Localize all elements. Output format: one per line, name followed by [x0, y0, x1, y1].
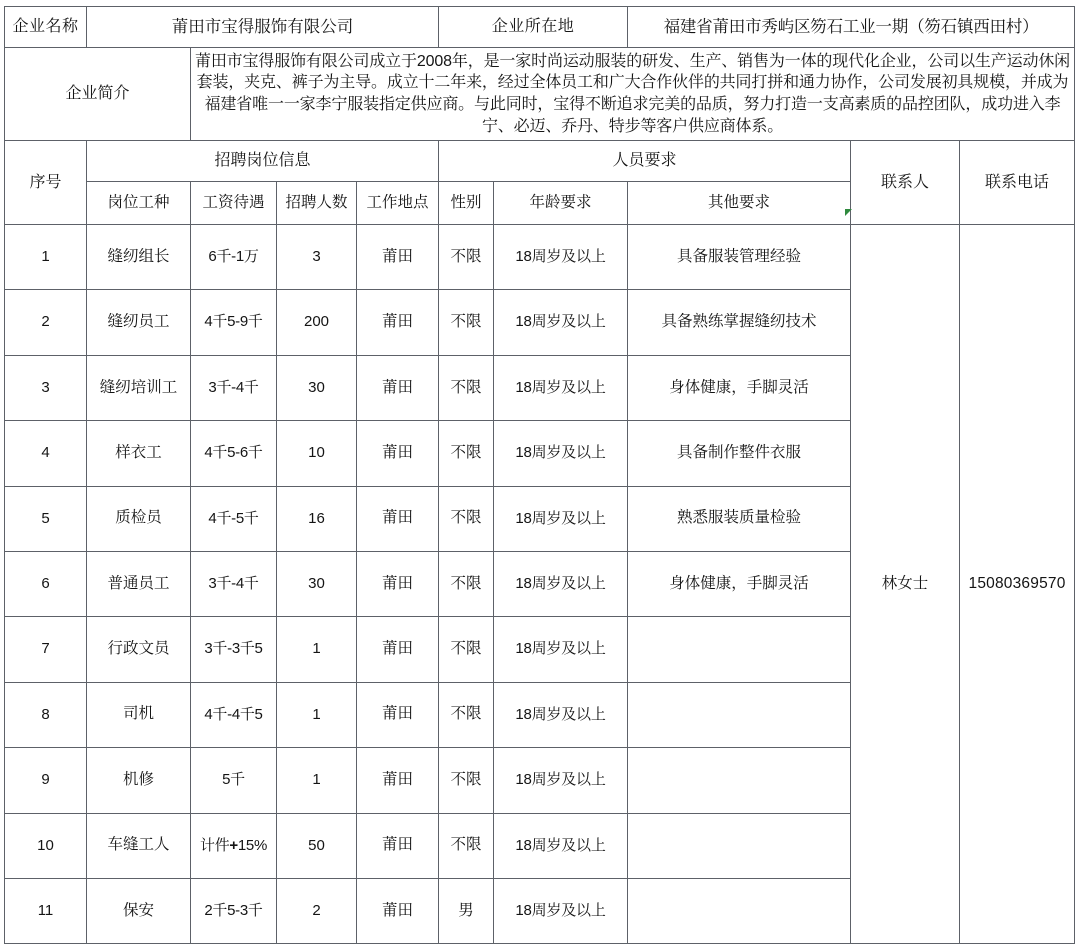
cell-work-place: 莆田 [357, 682, 439, 747]
cell-gender: 不限 [439, 290, 494, 355]
cell-other: 具备服装管理经验 [628, 225, 851, 290]
cell-headcount: 1 [277, 748, 357, 813]
cell-job-type: 样衣工 [87, 421, 191, 486]
cell-job-type: 质检员 [87, 486, 191, 551]
cell-other [628, 617, 851, 682]
cell-gender: 不限 [439, 617, 494, 682]
cell-work-place: 莆田 [357, 486, 439, 551]
cell-age: 18周岁及以上 [494, 486, 628, 551]
cell-work-place: 莆田 [357, 421, 439, 486]
cell-work-place: 莆田 [357, 748, 439, 813]
cell-salary: 3千-4千 [191, 355, 277, 420]
cell-seq: 4 [5, 421, 87, 486]
cell-job-type: 普通员工 [87, 551, 191, 616]
cell-age: 18周岁及以上 [494, 748, 628, 813]
cell-salary: 6千-1万 [191, 225, 277, 290]
cell-other: 具备制作整件衣服 [628, 421, 851, 486]
cell-gender: 不限 [439, 813, 494, 878]
cell-seq: 7 [5, 617, 87, 682]
cell-gender: 不限 [439, 748, 494, 813]
cell-headcount: 1 [277, 617, 357, 682]
col-header-gender: 性别 [439, 182, 494, 225]
col-group-header-job-info: 招聘岗位信息 [87, 141, 439, 182]
col-group-header-person-requirements: 人员要求 [439, 141, 851, 182]
cell-job-type: 司机 [87, 682, 191, 747]
cell-age: 18周岁及以上 [494, 682, 628, 747]
cell-work-place: 莆田 [357, 617, 439, 682]
cell-salary: 4千-5千 [191, 486, 277, 551]
company-location-label: 企业所在地 [439, 7, 628, 48]
cell-headcount: 3 [277, 225, 357, 290]
col-header-contact-person: 联系人 [851, 141, 960, 225]
cell-work-place: 莆田 [357, 878, 439, 943]
cell-other: 熟悉服装质量检验 [628, 486, 851, 551]
table-row [5, 225, 1075, 290]
cell-gender: 不限 [439, 682, 494, 747]
company-location-value: 福建省莆田市秀屿区笏石工业一期（笏石镇西田村） [628, 7, 1075, 48]
cell-seq: 1 [5, 225, 87, 290]
cell-gender: 不限 [439, 551, 494, 616]
cell-headcount: 1 [277, 682, 357, 747]
cell-salary: 4千-4千5 [191, 682, 277, 747]
cell-job-type: 缝纫培训工 [87, 355, 191, 420]
cell-age: 18周岁及以上 [494, 551, 628, 616]
cell-work-place: 莆田 [357, 551, 439, 616]
cell-seq: 3 [5, 355, 87, 420]
cell-seq: 8 [5, 682, 87, 747]
cell-gender: 男 [439, 878, 494, 943]
cell-work-place: 莆田 [357, 355, 439, 420]
cell-job-type: 缝纫员工 [87, 290, 191, 355]
cell-seq: 6 [5, 551, 87, 616]
cell-job-type: 机修 [87, 748, 191, 813]
col-header-contact-phone: 联系电话 [960, 141, 1075, 225]
cell-other [628, 748, 851, 813]
cell-other [628, 813, 851, 878]
cell-other: 身体健康，手脚灵活 [628, 355, 851, 420]
cell-other [628, 682, 851, 747]
cell-job-type: 缝纫组长 [87, 225, 191, 290]
cell-seq: 5 [5, 486, 87, 551]
cell-age: 18周岁及以上 [494, 617, 628, 682]
cell-age: 18周岁及以上 [494, 225, 628, 290]
cell-headcount: 50 [277, 813, 357, 878]
cell-work-place: 莆田 [357, 813, 439, 878]
cell-salary: 4千5-6千 [191, 421, 277, 486]
cell-salary: 3千-4千 [191, 551, 277, 616]
cell-other [628, 878, 851, 943]
cell-other: 身体健康，手脚灵活 [628, 551, 851, 616]
cell-seq: 2 [5, 290, 87, 355]
cell-job-type: 保安 [87, 878, 191, 943]
cell-salary: 4千5-9千 [191, 290, 277, 355]
cell-gender: 不限 [439, 225, 494, 290]
cell-contact-person: 林女士 [851, 225, 960, 944]
cell-seq: 11 [5, 878, 87, 943]
cell-age: 18周岁及以上 [494, 290, 628, 355]
cell-age: 18周岁及以上 [494, 421, 628, 486]
cell-headcount: 16 [277, 486, 357, 551]
col-header-seq: 序号 [5, 141, 87, 225]
col-header-age: 年龄要求 [494, 182, 628, 225]
cell-age: 18周岁及以上 [494, 355, 628, 420]
col-header-headcount: 招聘人数 [277, 182, 357, 225]
company-header-row [5, 7, 1075, 48]
cell-headcount: 2 [277, 878, 357, 943]
cell-age: 18周岁及以上 [494, 813, 628, 878]
cell-other: 具备熟练掌握缝纫技术 [628, 290, 851, 355]
col-header-job-type: 岗位工种 [87, 182, 191, 225]
table-header-group-row [5, 141, 1075, 182]
cell-seq: 9 [5, 748, 87, 813]
cell-job-type: 车缝工人 [87, 813, 191, 878]
cell-gender: 不限 [439, 486, 494, 551]
company-intro-text: 莆田市宝得服饰有限公司成立于2008年，是一家时尚运动服装的研发、生产、销售为一体的现代化企业，公司以生产运动休闲套装，夹克、裤子为主导。成立十二年来，经过全体员工和广大合作伙伴的共同打拼和通力协作，公司发展初具规模，并成为福建省唯一一家李宁服装指定供应商。与此同时，宝得不断追求完美的品质，努力打造一支高素质的品控团队，成功进入李宁、必迈、乔丹、特步等客户供应商体系。 [191, 48, 1075, 141]
cell-salary: 3千-3千5 [191, 617, 277, 682]
cell-gender: 不限 [439, 355, 494, 420]
company-intro-label: 企业简介 [5, 48, 191, 141]
cell-salary: 2千5-3千 [191, 878, 277, 943]
recruitment-table [4, 6, 1075, 944]
col-header-salary: 工资待遇 [191, 182, 277, 225]
cell-job-type: 行政文员 [87, 617, 191, 682]
cell-salary: 5千 [191, 748, 277, 813]
company-name-value: 莆田市宝得服饰有限公司 [87, 7, 439, 48]
col-header-work-place: 工作地点 [357, 182, 439, 225]
cell-salary: 计件+15% [191, 813, 277, 878]
cell-work-place: 莆田 [357, 225, 439, 290]
cell-headcount: 30 [277, 355, 357, 420]
cell-seq: 10 [5, 813, 87, 878]
col-header-other: 其他要求 [628, 182, 851, 225]
cell-headcount: 10 [277, 421, 357, 486]
cell-contact-phone: 15080369570 [960, 225, 1075, 944]
company-intro-row [5, 48, 1075, 141]
cell-work-place: 莆田 [357, 290, 439, 355]
cell-headcount: 30 [277, 551, 357, 616]
cell-gender: 不限 [439, 421, 494, 486]
cell-age: 18周岁及以上 [494, 878, 628, 943]
company-name-label: 企业名称 [5, 7, 87, 48]
cell-headcount: 200 [277, 290, 357, 355]
